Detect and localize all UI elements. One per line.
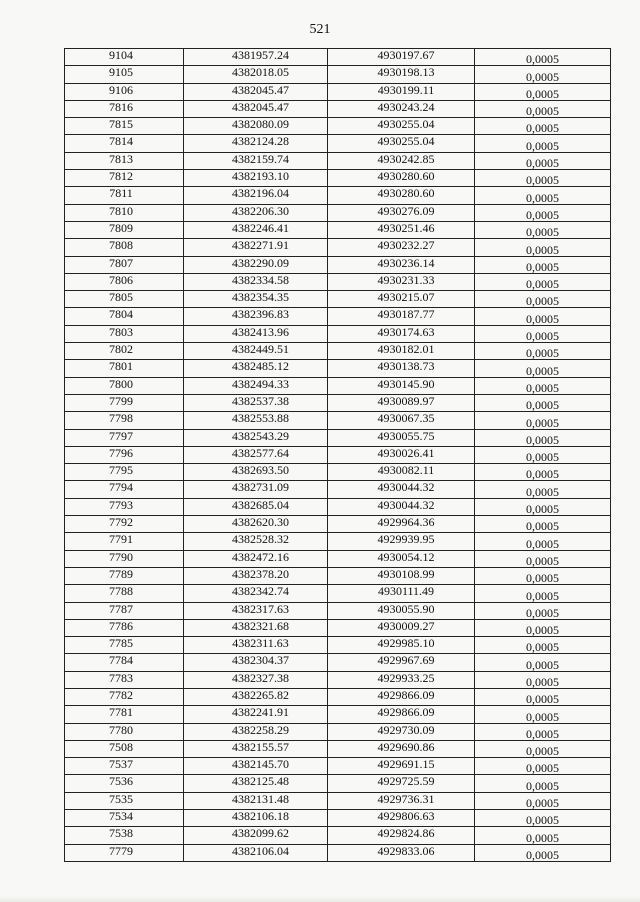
x-coordinate-cell: 4382265.82 xyxy=(184,688,328,705)
point-number-cell: 7787 xyxy=(65,602,184,619)
accuracy-cell: 0,0005 xyxy=(475,827,611,844)
y-coordinate-cell: 4929736.31 xyxy=(328,792,475,809)
table-row xyxy=(65,567,611,584)
x-coordinate-cell: 4382413.96 xyxy=(184,325,328,342)
accuracy-cell: 0,0005 xyxy=(475,671,611,688)
accuracy-cell: 0,0005 xyxy=(475,360,611,377)
table-row xyxy=(65,239,611,256)
point-number-cell: 7536 xyxy=(65,775,184,792)
coordinates-table-container xyxy=(64,48,610,862)
table-row xyxy=(65,671,611,688)
coordinates-table xyxy=(64,48,611,862)
point-number-cell: 7799 xyxy=(65,394,184,411)
y-coordinate-cell: 4930145.90 xyxy=(328,377,475,394)
point-number-cell: 7800 xyxy=(65,377,184,394)
table-row xyxy=(65,204,611,221)
accuracy-cell: 0,0005 xyxy=(475,412,611,429)
table-row xyxy=(65,654,611,671)
x-coordinate-cell: 4382099.62 xyxy=(184,827,328,844)
point-number-cell: 7535 xyxy=(65,792,184,809)
x-coordinate-cell: 4382145.70 xyxy=(184,758,328,775)
table-row xyxy=(65,481,611,498)
accuracy-cell: 0,0005 xyxy=(475,100,611,117)
accuracy-cell: 0,0005 xyxy=(475,429,611,446)
y-coordinate-cell: 4930232.27 xyxy=(328,239,475,256)
accuracy-cell: 0,0005 xyxy=(475,256,611,273)
table-row xyxy=(65,325,611,342)
point-number-cell: 7814 xyxy=(65,135,184,152)
accuracy-cell: 0,0005 xyxy=(475,792,611,809)
y-coordinate-cell: 4930044.32 xyxy=(328,498,475,515)
y-coordinate-cell: 4929967.69 xyxy=(328,654,475,671)
table-row xyxy=(65,49,611,66)
y-coordinate-cell: 4929824.86 xyxy=(328,827,475,844)
accuracy-cell: 0,0005 xyxy=(475,585,611,602)
accuracy-cell: 0,0005 xyxy=(475,706,611,723)
x-coordinate-cell: 4382271.91 xyxy=(184,239,328,256)
y-coordinate-cell: 4929691.15 xyxy=(328,758,475,775)
x-coordinate-cell: 4382045.47 xyxy=(184,83,328,100)
point-number-cell: 7534 xyxy=(65,810,184,827)
x-coordinate-cell: 4382106.18 xyxy=(184,810,328,827)
x-coordinate-cell: 4382304.37 xyxy=(184,654,328,671)
y-coordinate-cell: 4930054.12 xyxy=(328,550,475,567)
x-coordinate-cell: 4382378.20 xyxy=(184,567,328,584)
x-coordinate-cell: 4382537.38 xyxy=(184,394,328,411)
table-body xyxy=(65,49,611,862)
accuracy-cell: 0,0005 xyxy=(475,343,611,360)
point-number-cell: 7807 xyxy=(65,256,184,273)
table-row xyxy=(65,256,611,273)
y-coordinate-cell: 4930280.60 xyxy=(328,187,475,204)
y-coordinate-cell: 4930009.27 xyxy=(328,619,475,636)
page-number: 521 xyxy=(309,22,331,37)
accuracy-cell: 0,0005 xyxy=(475,118,611,135)
point-number-cell: 7783 xyxy=(65,671,184,688)
y-coordinate-cell: 4929985.10 xyxy=(328,637,475,654)
accuracy-cell: 0,0005 xyxy=(475,602,611,619)
x-coordinate-cell: 4382485.12 xyxy=(184,360,328,377)
x-coordinate-cell: 4382106.04 xyxy=(184,844,328,861)
x-coordinate-cell: 4382685.04 xyxy=(184,498,328,515)
table-row xyxy=(65,100,611,117)
y-coordinate-cell: 4930231.33 xyxy=(328,273,475,290)
point-number-cell: 7808 xyxy=(65,239,184,256)
point-number-cell: 7794 xyxy=(65,481,184,498)
y-coordinate-cell: 4930138.73 xyxy=(328,360,475,377)
x-coordinate-cell: 4382693.50 xyxy=(184,464,328,481)
y-coordinate-cell: 4930199.11 xyxy=(328,83,475,100)
table-row xyxy=(65,66,611,83)
table-row xyxy=(65,619,611,636)
table-row xyxy=(65,516,611,533)
point-number-cell: 7784 xyxy=(65,654,184,671)
table-row xyxy=(65,221,611,238)
accuracy-cell: 0,0005 xyxy=(475,481,611,498)
y-coordinate-cell: 4930067.35 xyxy=(328,412,475,429)
accuracy-cell: 0,0005 xyxy=(475,619,611,636)
x-coordinate-cell: 4382193.10 xyxy=(184,170,328,187)
table-row xyxy=(65,83,611,100)
x-coordinate-cell: 4382543.29 xyxy=(184,429,328,446)
x-coordinate-cell: 4381957.24 xyxy=(184,49,328,66)
table-row xyxy=(65,446,611,463)
table-row xyxy=(65,343,611,360)
point-number-cell: 7538 xyxy=(65,827,184,844)
table-row xyxy=(65,792,611,809)
x-coordinate-cell: 4382125.48 xyxy=(184,775,328,792)
x-coordinate-cell: 4382018.05 xyxy=(184,66,328,83)
accuracy-cell: 0,0005 xyxy=(475,325,611,342)
y-coordinate-cell: 4930255.04 xyxy=(328,135,475,152)
x-coordinate-cell: 4382731.09 xyxy=(184,481,328,498)
point-number-cell: 7806 xyxy=(65,273,184,290)
accuracy-cell: 0,0005 xyxy=(475,498,611,515)
y-coordinate-cell: 4930280.60 xyxy=(328,170,475,187)
x-coordinate-cell: 4382045.47 xyxy=(184,100,328,117)
x-coordinate-cell: 4382321.68 xyxy=(184,619,328,636)
accuracy-cell: 0,0005 xyxy=(475,740,611,757)
y-coordinate-cell: 4929964.36 xyxy=(328,516,475,533)
point-number-cell: 9105 xyxy=(65,66,184,83)
table-row xyxy=(65,360,611,377)
accuracy-cell: 0,0005 xyxy=(475,464,611,481)
point-number-cell: 7809 xyxy=(65,221,184,238)
point-number-cell: 7813 xyxy=(65,152,184,169)
y-coordinate-cell: 4930082.11 xyxy=(328,464,475,481)
table-row xyxy=(65,377,611,394)
point-number-cell: 7789 xyxy=(65,567,184,584)
point-number-cell: 7781 xyxy=(65,706,184,723)
x-coordinate-cell: 4382155.57 xyxy=(184,740,328,757)
point-number-cell: 7805 xyxy=(65,291,184,308)
accuracy-cell: 0,0005 xyxy=(475,394,611,411)
x-coordinate-cell: 4382159.74 xyxy=(184,152,328,169)
x-coordinate-cell: 4382577.64 xyxy=(184,446,328,463)
table-row xyxy=(65,758,611,775)
accuracy-cell: 0,0005 xyxy=(475,567,611,584)
accuracy-cell: 0,0005 xyxy=(475,308,611,325)
y-coordinate-cell: 4929806.63 xyxy=(328,810,475,827)
point-number-cell: 7792 xyxy=(65,516,184,533)
x-coordinate-cell: 4382342.74 xyxy=(184,585,328,602)
table-row xyxy=(65,498,611,515)
y-coordinate-cell: 4930055.90 xyxy=(328,602,475,619)
point-number-cell: 7815 xyxy=(65,118,184,135)
y-coordinate-cell: 4930026.41 xyxy=(328,446,475,463)
table-row xyxy=(65,412,611,429)
point-number-cell: 7508 xyxy=(65,740,184,757)
accuracy-cell: 0,0005 xyxy=(475,688,611,705)
accuracy-cell: 0,0005 xyxy=(475,66,611,83)
accuracy-cell: 0,0005 xyxy=(475,723,611,740)
x-coordinate-cell: 4382553.88 xyxy=(184,412,328,429)
y-coordinate-cell: 4930276.09 xyxy=(328,204,475,221)
accuracy-cell: 0,0005 xyxy=(475,775,611,792)
accuracy-cell: 0,0005 xyxy=(475,516,611,533)
accuracy-cell: 0,0005 xyxy=(475,152,611,169)
table-row xyxy=(65,291,611,308)
x-coordinate-cell: 4382290.09 xyxy=(184,256,328,273)
table-row xyxy=(65,827,611,844)
y-coordinate-cell: 4930243.24 xyxy=(328,100,475,117)
table-row xyxy=(65,810,611,827)
y-coordinate-cell: 4930236.14 xyxy=(328,256,475,273)
point-number-cell: 7779 xyxy=(65,844,184,861)
y-coordinate-cell: 4930089.97 xyxy=(328,394,475,411)
y-coordinate-cell: 4929730.09 xyxy=(328,723,475,740)
point-number-cell: 7811 xyxy=(65,187,184,204)
accuracy-cell: 0,0005 xyxy=(475,291,611,308)
table-row xyxy=(65,118,611,135)
y-coordinate-cell: 4930197.67 xyxy=(328,49,475,66)
x-coordinate-cell: 4382396.83 xyxy=(184,308,328,325)
point-number-cell: 7791 xyxy=(65,533,184,550)
point-number-cell: 7786 xyxy=(65,619,184,636)
point-number-cell: 7812 xyxy=(65,170,184,187)
y-coordinate-cell: 4930187.77 xyxy=(328,308,475,325)
table-row xyxy=(65,152,611,169)
accuracy-cell: 0,0005 xyxy=(475,810,611,827)
point-number-cell: 7804 xyxy=(65,308,184,325)
table-row xyxy=(65,187,611,204)
accuracy-cell: 0,0005 xyxy=(475,187,611,204)
x-coordinate-cell: 4382494.33 xyxy=(184,377,328,394)
y-coordinate-cell: 4930111.49 xyxy=(328,585,475,602)
point-number-cell: 7785 xyxy=(65,637,184,654)
table-row xyxy=(65,775,611,792)
x-coordinate-cell: 4382472.16 xyxy=(184,550,328,567)
point-number-cell: 7788 xyxy=(65,585,184,602)
x-coordinate-cell: 4382124.28 xyxy=(184,135,328,152)
point-number-cell: 7797 xyxy=(65,429,184,446)
x-coordinate-cell: 4382327.38 xyxy=(184,671,328,688)
accuracy-cell: 0,0005 xyxy=(475,239,611,256)
point-number-cell: 7780 xyxy=(65,723,184,740)
x-coordinate-cell: 4382528.32 xyxy=(184,533,328,550)
accuracy-cell: 0,0005 xyxy=(475,273,611,290)
x-coordinate-cell: 4382080.09 xyxy=(184,118,328,135)
table-row xyxy=(65,464,611,481)
y-coordinate-cell: 4929866.09 xyxy=(328,688,475,705)
accuracy-cell: 0,0005 xyxy=(475,844,611,861)
table-row xyxy=(65,740,611,757)
y-coordinate-cell: 4929690.86 xyxy=(328,740,475,757)
y-coordinate-cell: 4930055.75 xyxy=(328,429,475,446)
table-row xyxy=(65,273,611,290)
table-row xyxy=(65,706,611,723)
x-coordinate-cell: 4382206.30 xyxy=(184,204,328,221)
point-number-cell: 7537 xyxy=(65,758,184,775)
accuracy-cell: 0,0005 xyxy=(475,221,611,238)
point-number-cell: 9104 xyxy=(65,49,184,66)
accuracy-cell: 0,0005 xyxy=(475,758,611,775)
x-coordinate-cell: 4382241.91 xyxy=(184,706,328,723)
table-row xyxy=(65,688,611,705)
table-row xyxy=(65,723,611,740)
accuracy-cell: 0,0005 xyxy=(475,170,611,187)
table-row xyxy=(65,135,611,152)
y-coordinate-cell: 4929933.25 xyxy=(328,671,475,688)
x-coordinate-cell: 4382317.63 xyxy=(184,602,328,619)
table-row xyxy=(65,170,611,187)
y-coordinate-cell: 4930242.85 xyxy=(328,152,475,169)
page-edge xyxy=(0,896,640,902)
y-coordinate-cell: 4930174.63 xyxy=(328,325,475,342)
point-number-cell: 9106 xyxy=(65,83,184,100)
y-coordinate-cell: 4929866.09 xyxy=(328,706,475,723)
point-number-cell: 7782 xyxy=(65,688,184,705)
point-number-cell: 7798 xyxy=(65,412,184,429)
accuracy-cell: 0,0005 xyxy=(475,377,611,394)
point-number-cell: 7790 xyxy=(65,550,184,567)
y-coordinate-cell: 4929939.95 xyxy=(328,533,475,550)
x-coordinate-cell: 4382311.63 xyxy=(184,637,328,654)
table-row xyxy=(65,533,611,550)
point-number-cell: 7801 xyxy=(65,360,184,377)
y-coordinate-cell: 4930215.07 xyxy=(328,291,475,308)
y-coordinate-cell: 4930198.13 xyxy=(328,66,475,83)
x-coordinate-cell: 4382246.41 xyxy=(184,221,328,238)
point-number-cell: 7802 xyxy=(65,343,184,360)
point-number-cell: 7803 xyxy=(65,325,184,342)
y-coordinate-cell: 4930044.32 xyxy=(328,481,475,498)
accuracy-cell: 0,0005 xyxy=(475,637,611,654)
point-number-cell: 7796 xyxy=(65,446,184,463)
table-row xyxy=(65,585,611,602)
x-coordinate-cell: 4382131.48 xyxy=(184,792,328,809)
table-row xyxy=(65,429,611,446)
x-coordinate-cell: 4382354.35 xyxy=(184,291,328,308)
x-coordinate-cell: 4382620.30 xyxy=(184,516,328,533)
x-coordinate-cell: 4382449.51 xyxy=(184,343,328,360)
y-coordinate-cell: 4930182.01 xyxy=(328,343,475,360)
x-coordinate-cell: 4382196.04 xyxy=(184,187,328,204)
y-coordinate-cell: 4929833.06 xyxy=(328,844,475,861)
table-row xyxy=(65,637,611,654)
point-number-cell: 7795 xyxy=(65,464,184,481)
point-number-cell: 7810 xyxy=(65,204,184,221)
accuracy-cell: 0,0005 xyxy=(475,49,611,66)
table-row xyxy=(65,844,611,861)
x-coordinate-cell: 4382258.29 xyxy=(184,723,328,740)
table-row xyxy=(65,602,611,619)
table-row xyxy=(65,308,611,325)
x-coordinate-cell: 4382334.58 xyxy=(184,273,328,290)
point-number-cell: 7793 xyxy=(65,498,184,515)
table-row xyxy=(65,394,611,411)
accuracy-cell: 0,0005 xyxy=(475,83,611,100)
y-coordinate-cell: 4929725.59 xyxy=(328,775,475,792)
point-number-cell: 7816 xyxy=(65,100,184,117)
y-coordinate-cell: 4930251.46 xyxy=(328,221,475,238)
table-row xyxy=(65,550,611,567)
accuracy-cell: 0,0005 xyxy=(475,654,611,671)
y-coordinate-cell: 4930108.99 xyxy=(328,567,475,584)
accuracy-cell: 0,0005 xyxy=(475,446,611,463)
accuracy-cell: 0,0005 xyxy=(475,550,611,567)
accuracy-cell: 0,0005 xyxy=(475,135,611,152)
accuracy-cell: 0,0005 xyxy=(475,533,611,550)
y-coordinate-cell: 4930255.04 xyxy=(328,118,475,135)
accuracy-cell: 0,0005 xyxy=(475,204,611,221)
